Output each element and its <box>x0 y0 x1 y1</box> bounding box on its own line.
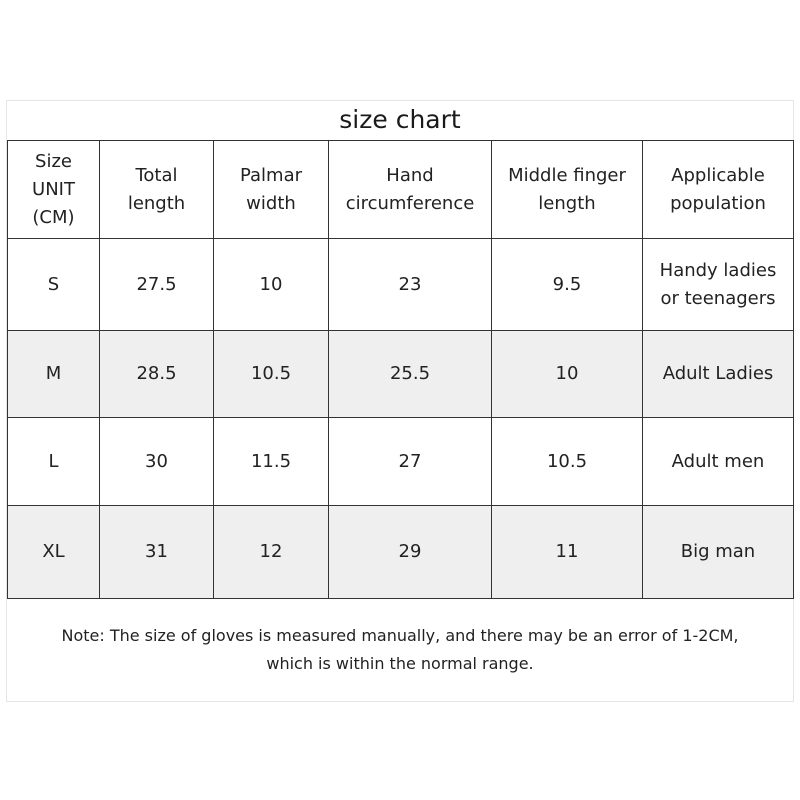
cell-middle-finger-length: 11 <box>492 506 643 599</box>
table-row-xl <box>8 506 794 599</box>
note-line: Note: The size of gloves is measured manually, and there may be an error of 1-2CM, <box>61 626 739 645</box>
cell-size: XL <box>8 506 100 599</box>
cell-hand-circumference: 25.5 <box>329 331 492 418</box>
population-line: Handy ladies <box>659 259 777 281</box>
header-text: length <box>127 192 186 214</box>
table-header-row <box>8 141 794 239</box>
cell-middle-finger-length: 10 <box>492 331 643 418</box>
header-size-unit <box>8 141 100 239</box>
cell-palmar-width: 10 <box>214 239 329 331</box>
table-row-s <box>8 239 794 331</box>
cell-palmar-width: 10.5 <box>214 331 329 418</box>
cell-total-length: 30 <box>100 418 214 506</box>
header-text: length <box>538 192 596 214</box>
header-cm-line: (CM) <box>32 206 75 228</box>
cell-size: S <box>8 239 100 331</box>
cell-middle-finger-length: 10.5 <box>492 418 643 506</box>
table-row-m <box>8 331 794 418</box>
cell-total-length: 31 <box>100 506 214 599</box>
cell-total-length: 28.5 <box>100 331 214 418</box>
header-text: Applicable <box>671 164 765 186</box>
header-hand-circumference <box>329 141 492 239</box>
cell-population <box>643 239 794 331</box>
cell-size: M <box>8 331 100 418</box>
header-middle-finger-length <box>492 141 643 239</box>
chart-title: size chart <box>339 105 461 134</box>
cell-hand-circumference: 23 <box>329 239 492 331</box>
cell-palmar-width: 12 <box>214 506 329 599</box>
cell-population: Adult Ladies <box>643 331 794 418</box>
header-text: Palmar <box>239 164 303 186</box>
note-line: which is within the normal range. <box>266 654 534 673</box>
measurement-note <box>0 622 800 678</box>
header-applicable-population <box>643 141 794 239</box>
header-palmar-width <box>214 141 329 239</box>
header-text: Hand <box>386 164 434 186</box>
header-size-line: Size <box>35 150 72 172</box>
size-chart-table <box>7 140 794 599</box>
cell-middle-finger-length: 9.5 <box>492 239 643 331</box>
header-text: population <box>670 192 766 214</box>
cell-population: Adult men <box>643 418 794 506</box>
header-unit-line: UNIT <box>32 178 75 200</box>
population-line: or teenagers <box>660 287 776 309</box>
cell-size: L <box>8 418 100 506</box>
cell-population: Big man <box>643 506 794 599</box>
header-text: Total <box>135 164 178 186</box>
header-text: Middle finger <box>508 164 626 186</box>
header-total-length <box>100 141 214 239</box>
table-row-l <box>8 418 794 506</box>
cell-total-length: 27.5 <box>100 239 214 331</box>
header-text: circumference <box>345 192 475 214</box>
header-text: width <box>246 192 296 214</box>
cell-palmar-width: 11.5 <box>214 418 329 506</box>
cell-hand-circumference: 29 <box>329 506 492 599</box>
cell-hand-circumference: 27 <box>329 418 492 506</box>
